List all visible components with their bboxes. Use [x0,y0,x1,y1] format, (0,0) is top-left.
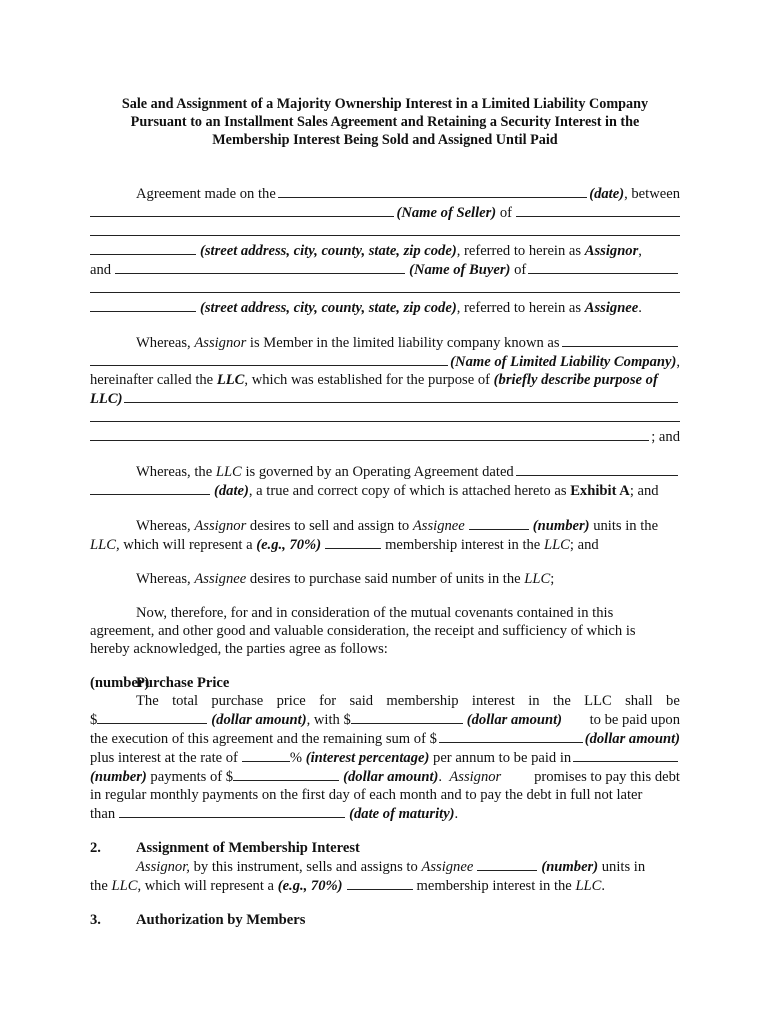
seller-address-field-1[interactable] [516,203,680,217]
down-payment-field[interactable] [351,710,463,724]
title-line-1: Sale and Assignment of a Majority Ownership Interest in a Limited Liability Company [121,96,649,112]
assigned-percentage-field[interactable] [347,876,413,890]
units-number-field[interactable] [469,516,529,530]
maturity-date-field[interactable] [119,804,345,818]
buyer-name-field[interactable] [115,260,405,274]
intro-made-on: Agreement made on the [136,186,276,202]
operating-agreement-date-field-1[interactable] [516,462,678,476]
seller-name-field[interactable] [90,203,394,217]
buyer-address-field-2[interactable] [90,279,680,293]
section-purchase-price: (number) Purchase Price The total purchase price for said membership interest in the LLC shall be $ (dollar amount) , with $ (dollar amount) to be paid upon the execution of this agreement and the remaining sum of $ (dollar amount) plus interest at the rate of % (interest percentage) per annum to be paid in (number) payments of $ (dollar amount) . Assignor promises to pay this debt in regular monthly payments on the first day of each month and to pay the debt in full not later than (date of maturity) . [90,675,680,822]
whereas-purchase-paragraph: Whereas, Assignee desires to purchase said number of units in the LLC ; [136,571,555,587]
interest-rate-field[interactable] [242,748,290,762]
buyer-address-field-1[interactable] [528,260,678,274]
document-title [60,95,710,149]
section-1-heading: Purchase Price [136,675,230,691]
payment-amount-field[interactable] [233,767,339,781]
intro-paragraph: Agreement made on the (date) , between (Name of Seller) of (street address, city, county, state, zip code) , referred to herein as Assignor , and (Name of Buyer) of (street address, city, county, state, zip code) , referred to herein as Assignee . [90,186,680,316]
section-authorization [90,911,680,929]
llc-purpose-field-2[interactable] [90,408,680,422]
section-1-number: (number) [90,675,150,691]
section-3-heading: Authorization by Members [136,912,306,928]
whereas-llc-paragraph: Whereas, Assignor is Member in the limited liability company known as (Name of Limited Liability Company) , hereinafter called the LLC , which was established for the purpose of (briefly describe purpose of LLC) ; and [90,335,680,445]
llc-name-field-1[interactable] [562,333,678,347]
whereas-operating-agreement-paragraph: Whereas, the LLC is governed by an Operating Agreement dated (date) , a true and correct copy of which is attached hereto as Exhibit A ; and [90,462,680,500]
section-2-number: 2. [90,840,101,856]
whereas-sell-units-paragraph: Whereas, Assignor desires to sell and assign to Assignee (number) units in the LLC, which will represent a (e.g., 70%) membership interest in the LLC ; and [90,518,659,553]
seller-address-field-2[interactable] [90,222,680,236]
agreement-date-field[interactable] [278,184,587,198]
title-line-3: Membership Interest Being Sold and Assigned Until Paid [212,132,558,148]
assigned-units-field[interactable] [477,857,537,871]
seller-address-field-3[interactable] [90,241,196,255]
title-line-2: Pursuant to an Installment Sales Agreement and Retaining a Security Interest in the [130,114,640,130]
total-price-field[interactable] [97,710,207,724]
payments-count-field[interactable] [573,748,678,762]
now-therefore-paragraph: Now, therefore, for and in consideration of the mutual covenants contained in this agreement, and other good and valuable consideration, the receipt and sufficiency of which is hereby acknowledged, the parties agree as follows: [90,605,636,657]
remaining-sum-field[interactable] [439,729,583,743]
document-body [90,184,680,945]
percentage-field[interactable] [325,535,381,549]
llc-purpose-field-3[interactable] [90,427,649,441]
buyer-address-field-3[interactable] [90,298,196,312]
section-2-heading: Assignment of Membership Interest [136,840,360,856]
operating-agreement-date-field-2[interactable] [90,481,210,495]
section-assignment: 2. Assignment of Membership Interest Assignor, by this instrument, sells and assigns to Assignee (number) units in the LLC , which will represent a (e.g., 70%) membership interest in the LLC . [90,840,646,894]
llc-name-field-2[interactable] [90,352,448,366]
section-3-number: 3. [90,912,101,928]
llc-purpose-field-1[interactable] [124,389,678,403]
